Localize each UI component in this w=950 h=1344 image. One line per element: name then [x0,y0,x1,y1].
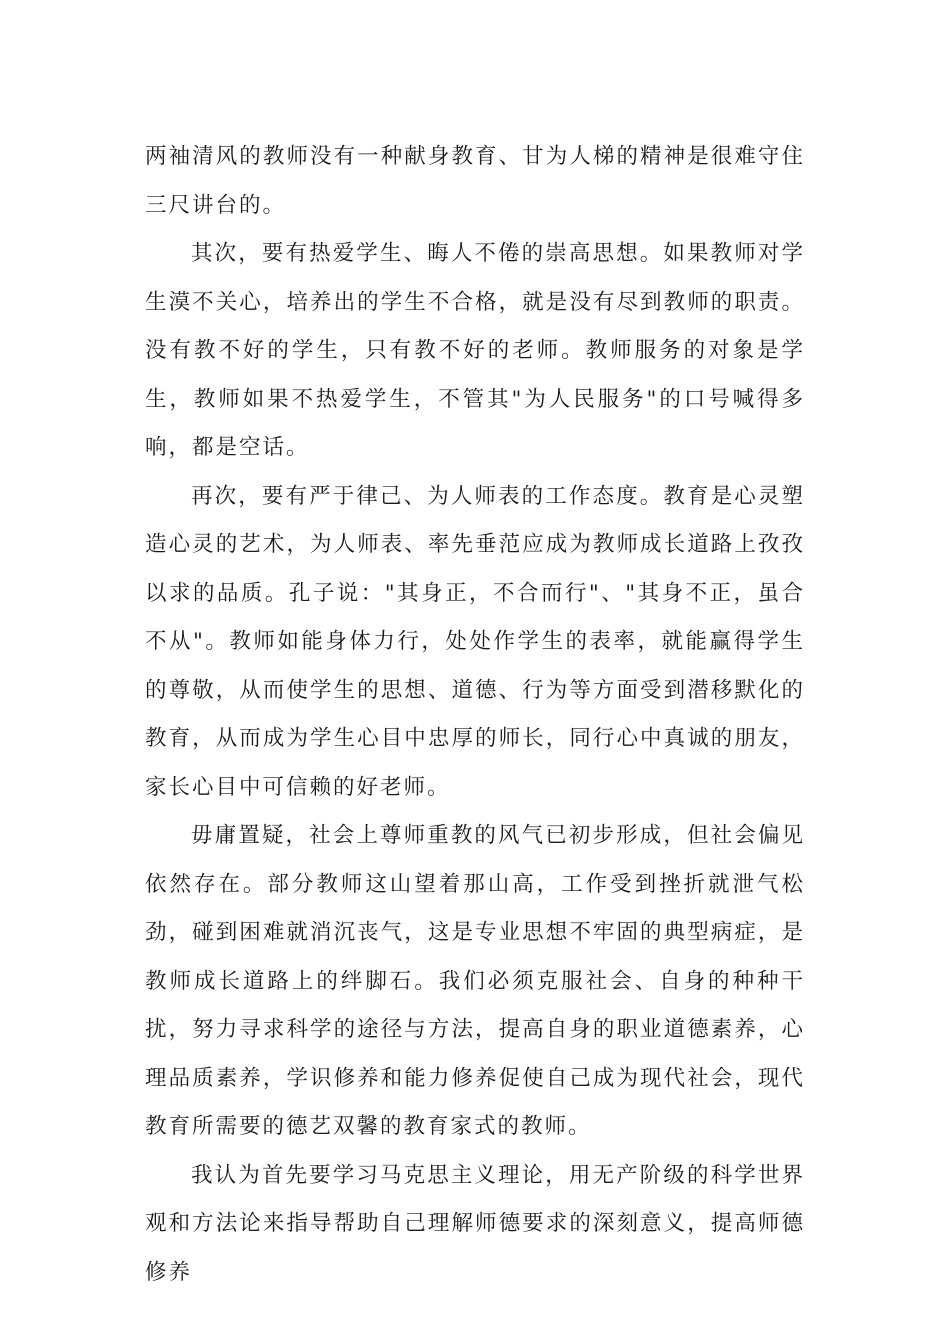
paragraph-4: 毋庸置疑，社会上尊师重教的风气已初步形成，但社会偏见依然存在。部分教师这山望着那山高，工作受到挫折就泄气松劲，碰到困难就消沉丧气，这是专业思想不牢固的典型病症，是教师成长道路上的绊脚石。我们必须克服社会、自身的种种干扰，努力寻求科学的途径与方法，提高自身的职业道德素养，心理品质素养，学识修养和能力修养促使自己成为现代社会，现代教育所需要的德艺双馨的教育家式的教师。 [145,823,805,1139]
paragraph-1: 两袖清风的教师没有一种献身教育、甘为人梯的精神是很难守住三尺讲台的。 [145,144,805,218]
paragraph-2: 其次，要有热爱学生、晦人不倦的崇高思想。如果教师对学生漠不关心，培养出的学生不合格，就是没有尽到教师的职责。没有教不好的学生，只有教不好的老师。教师服务的对象是学生，教师如果不热爱学生，不管其"为人民服务"的口号喊得多响，都是空话。 [145,241,805,460]
paragraph-5: 我认为首先要学习马克思主义理论，用无产阶级的科学世界观和方法论来指导帮助自己理解师德要求的深刻意义，提高师德修养 [145,1162,805,1285]
paragraph-3: 再次，要有严于律己、为人师表的工作态度。教育是心灵塑造心灵的艺术，为人师表、率先垂范应成为教师成长道路上孜孜以求的品质。孔子说："其身正，不合而行"、"其身不正，虽合不从"。教师如能身体力行，处处作学生的表率，就能赢得学生的尊敬，从而使学生的思想、道德、行为等方面受到潜移默化的教育，从而成为学生心目中忠厚的师长，同行心中真诚的朋友，家长心目中可信赖的好老师。 [145,483,805,800]
document-body [145,133,805,1297]
